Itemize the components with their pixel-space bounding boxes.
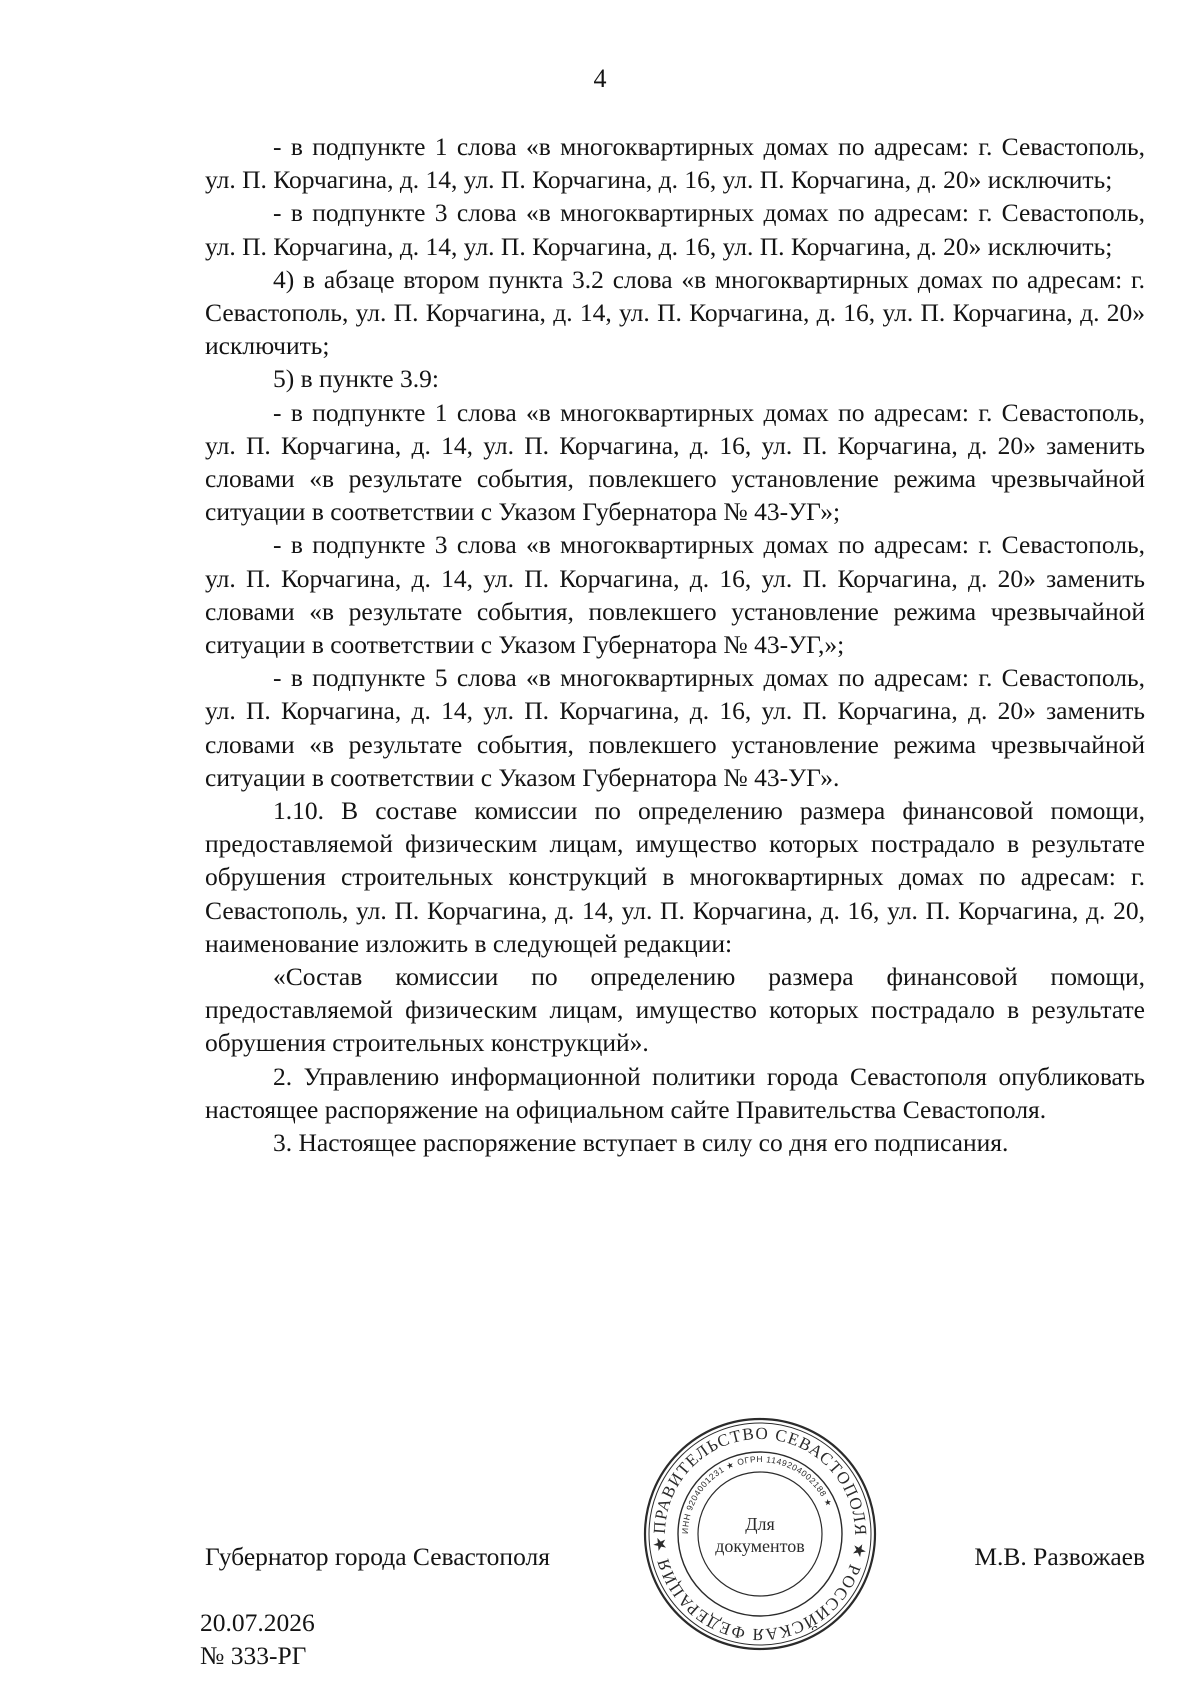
document-body (205, 130, 1145, 1159)
official-seal (640, 1414, 880, 1654)
seal-outer-text: ПРАВИТЕЛЬСТВО СЕВАСТОПОЛЯ ★ РОССИЙСКАЯ ФЕДЕРАЦИЯ ★ (649, 1423, 871, 1645)
signer-position: Губернатор города Севастополя (205, 1542, 550, 1571)
seal-center-line2: документов (715, 1536, 805, 1556)
seal-inner-text: ИНН 9204001231 ★ ОГРН 1149204002188 ★ (679, 1453, 835, 1535)
paragraph: 5) в пункте 3.9: (273, 364, 439, 394)
paragraph: 3. Настоящее распоряжение вступает в силу со дня его подписания. (273, 1128, 1009, 1158)
paragraph: - в подпункте 1 слова «в многоквартирных домах по адресам: г. Севастополь, ул. П. Корчагина, д. 14, ул. П. Корчагина, д. 16, ул. П. Корчагина, д. 20» заменить словами «в результате события, повлекшего установление режима чрезвычайной ситуации в соответствии с Указом Губернатора № 43-УГ»; (205, 397, 1145, 527)
paragraph: - в подпункте 1 слова «в многоквартирных домах по адресам: г. Севастополь, ул. П. Корчагина, д. 14, ул. П. Корчагина, д. 16, ул. П. Корчагина, д. 20» исключить; (205, 132, 1145, 195)
document-number: № 333-РГ (200, 1641, 307, 1670)
paragraph: 2. Управлению информационной политики города Севастополя опубликовать настоящее распоряжение на официальном сайте Правительства Севастополя. (205, 1061, 1145, 1124)
paragraph: «Состав комиссии по определению размера финансовой помощи, предоставляемой физическим лицам, имущество которых пострадало в результате обрушения строительных конструкций». (205, 962, 1145, 1058)
signer-name: М.В. Развожаев (974, 1542, 1145, 1571)
paragraph: - в подпункте 3 слова «в многоквартирных домах по адресам: г. Севастополь, ул. П. Корчагина, д. 14, ул. П. Корчагина, д. 16, ул. П. Корчагина, д. 20» заменить словами «в результате события, повлекшего установление режима чрезвычайной ситуации в соответствии с Указом Губернатора № 43-УГ,»; (205, 530, 1145, 660)
paragraph: 1.10. В составе комиссии по определению размера финансовой помощи, предоставляемой физическим лицам, имущество которых пострадало в результате обрушения строительных конструкций в многоквартирных домах по адресам: г. Севастополь, ул. П. Корчагина, д. 14, ул. П. Корчагина, д. 16, ул. П. Корчагина, д. 20, наименование изложить в следующей редакции: (205, 796, 1145, 958)
paragraph: - в подпункте 3 слова «в многоквартирных домах по адресам: г. Севастополь, ул. П. Корчагина, д. 14, ул. П. Корчагина, д. 16, ул. П. Корчагина, д. 20» исключить; (205, 198, 1145, 261)
paragraph: 4) в абзаце втором пункта 3.2 слова «в многоквартирных домах по адресам: г. Севастополь, ул. П. Корчагина, д. 14, ул. П. Корчагина, д. 16, ул. П. Корчагина, д. 20» исключить; (205, 264, 1145, 361)
seal-center-line1: Для (745, 1514, 775, 1534)
paragraph: - в подпункте 5 слова «в многоквартирных домах по адресам: г. Севастополь, ул. П. Корчагина, д. 14, ул. П. Корчагина, д. 16, ул. П. Корчагина, д. 20» заменить словами «в результате события, повлекшего установление режима чрезвычайной ситуации в соответствии с Указом Губернатора № 43-УГ». (205, 663, 1145, 792)
page-number: 4 (593, 64, 607, 93)
document-date: 20.07.2026 (200, 1608, 315, 1637)
